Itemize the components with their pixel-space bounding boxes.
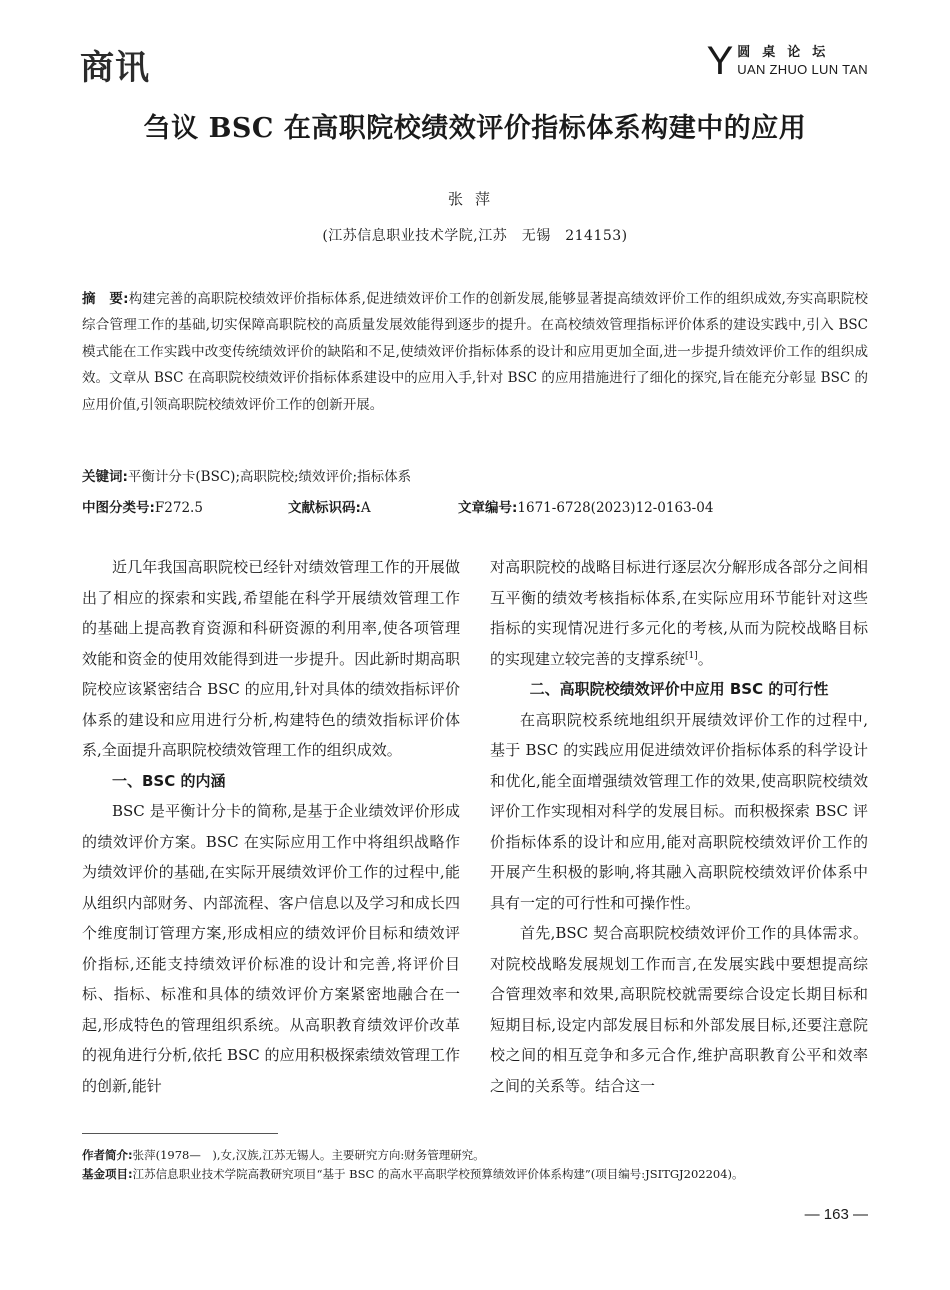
footnote-divider bbox=[82, 1133, 278, 1134]
fund-note-text: 江苏信息职业技术学院高教研究项目“基于 BSC 的高水平高职学校预算绩效评价体系构建”(项目编号:JSITGJ202204)。 bbox=[132, 1167, 744, 1181]
journal-section-logo: 商讯 bbox=[80, 48, 150, 88]
article-author: 张萍 bbox=[447, 190, 502, 208]
clc-label: 中图分类号: bbox=[82, 500, 155, 516]
column-logo-chinese: 圆桌论坛 bbox=[737, 45, 838, 60]
keywords bbox=[82, 465, 411, 485]
paragraph: BSC 是平衡计分卡的简称,是基于企业绩效评价形成的绩效评价方案。BSC 在实际应用工作中将组织战略作为绩效评价的基础,在实际开展绩效评价工作的过程中,能从组织内部财务、内部流程、客户信息以及学习和成长四个维度制订管理方案,形成相应的绩效评价目标和绩效评价指标,还能支持绩效评价标准的设计和完善,将评价目标、指标、标准和具体的绩效评价方案紧密地融合在一起,形成特色的管理组织系统。从高职教育绩效评价改革的视角进行分析,依托 BSC 的应用积极探索绩效管理工作的创新,能针 bbox=[82, 802, 460, 1095]
abstract-label: 摘 要: bbox=[82, 291, 129, 307]
fund-note-label: 基金项目: bbox=[82, 1167, 133, 1181]
journal-column-logo bbox=[707, 40, 868, 82]
body-column-left bbox=[82, 552, 460, 1101]
paragraph: 近几年我国高职院校已经针对绩效管理工作的开展做出了相应的探索和实践,希望能在科学开展绩效管理工作的基础上提高教育资源和科研资源的利用率,使各项管理效能和资金的使用效能得到进一步提升。因此新时期高职院校应该紧密结合 BSC 的应用,针对具体的绩效指标评价体系的建设和应用进行分析,构建特色的绩效指标评价体系,全面提升高职院校绩效管理工作的组织成效。 bbox=[82, 558, 460, 759]
citation-ref: [1] bbox=[685, 650, 698, 661]
paragraph: 在高职院校系统地组织开展绩效评价工作的过程中,基于 BSC 的实践应用促进绩效评价指标体系的科学设计和优化,能全面增强绩效管理工作的效果,使高职院校绩效评价工作实现相对科学的发展目标。而积极探索 BSC 评价指标体系的设计和应用,能对高职院校绩效评价工作的开展产生积极的影响,将其融入高职院校绩效评价体系中具有一定的可行性和可操作性。 bbox=[490, 710, 868, 912]
footnotes bbox=[82, 1146, 868, 1184]
column-logo-pinyin: UAN ZHUO LUN TAN bbox=[737, 62, 868, 77]
clc-code bbox=[82, 496, 203, 516]
column-logo-letter: Y bbox=[706, 39, 734, 83]
doc-value: A bbox=[360, 500, 371, 516]
clc-value: F272.5 bbox=[154, 500, 203, 516]
author-note-text: 张萍(1978— ),女,汉族,江苏无锡人。主要研究方向:财务管理研究。 bbox=[132, 1148, 485, 1162]
document-code bbox=[288, 496, 371, 516]
doc-label: 文献标识码: bbox=[288, 500, 361, 516]
section-heading-2: 二、高职院校绩效评价中应用 BSC 的可行性 bbox=[529, 680, 829, 698]
article-value: 1671-6728(2023)12-0163-04 bbox=[517, 500, 714, 516]
body-column-right bbox=[490, 552, 868, 1101]
keywords-label: 关键词: bbox=[82, 469, 128, 485]
section-heading-1: 一、BSC 的内涵 bbox=[112, 771, 226, 790]
paragraph: 首先,BSC 契合高职院校绩效评价工作的具体需求。对院校战略发展规划工作而言,在发展实践中要想提高综合管理效率和效果,高职院校就需要综合设定长期目标和短期目标,设定内部发展目标和外部发展目标,还要注意院校之间的相互竞争和多元合作,维护高职教育公平和效率之间的关系等。结合这一 bbox=[490, 924, 868, 1095]
column-logo-text bbox=[737, 44, 868, 78]
paragraph-end: 。 bbox=[697, 649, 713, 668]
author-note bbox=[82, 1146, 868, 1165]
paragraph-text: 对高职院校的战略目标进行逐层次分解形成各部分之间相互平衡的绩效考核指标体系,在实际应用环节能针对这些指标的实现情况进行多元化的考核,从而为院校战略目标的实现建立较完善的支撑系统 bbox=[490, 558, 868, 668]
article-number bbox=[458, 496, 713, 516]
abstract bbox=[82, 286, 868, 418]
keywords-text: 平衡计分卡(BSC);高职院校;绩效评价;指标体系 bbox=[127, 469, 412, 485]
page-number: — 163 — bbox=[804, 1206, 868, 1223]
author-note-label: 作者简介: bbox=[82, 1148, 133, 1162]
abstract-text: 构建完善的高职院校绩效评价指标体系,促进绩效评价工作的创新发展,能够显著提高绩效评价工作的组织成效,夯实高职院校综合管理工作的基础,切实保障高职院校的高质量发展效能得到逐步的提升。在高校绩效管理指标评价体系的建设实践中,引入 BSC 模式能在工作实践中改变传统绩效评价的缺陷和不足,使绩效评价指标体系的设计和应用更加全面,进一步提升绩效评价工作的组织成效。文章从 BSC 在高职院校绩效评价指标体系建设中的应用入手,针对 BSC 的应用措施进行了细化的探究,旨在能充分彰显 BSC 的应用价值,引领高职院校绩效评价工作的创新开展。 bbox=[82, 291, 868, 413]
fund-note bbox=[82, 1165, 868, 1184]
paragraph-continued bbox=[490, 552, 868, 674]
author-affiliation: (江苏信息职业技术学院,江苏 无锡 214153) bbox=[322, 228, 628, 244]
article-label: 文章编号: bbox=[458, 500, 518, 516]
article-title: 刍议 BSC 在高职院校绩效评价指标体系构建中的应用 bbox=[143, 113, 807, 144]
